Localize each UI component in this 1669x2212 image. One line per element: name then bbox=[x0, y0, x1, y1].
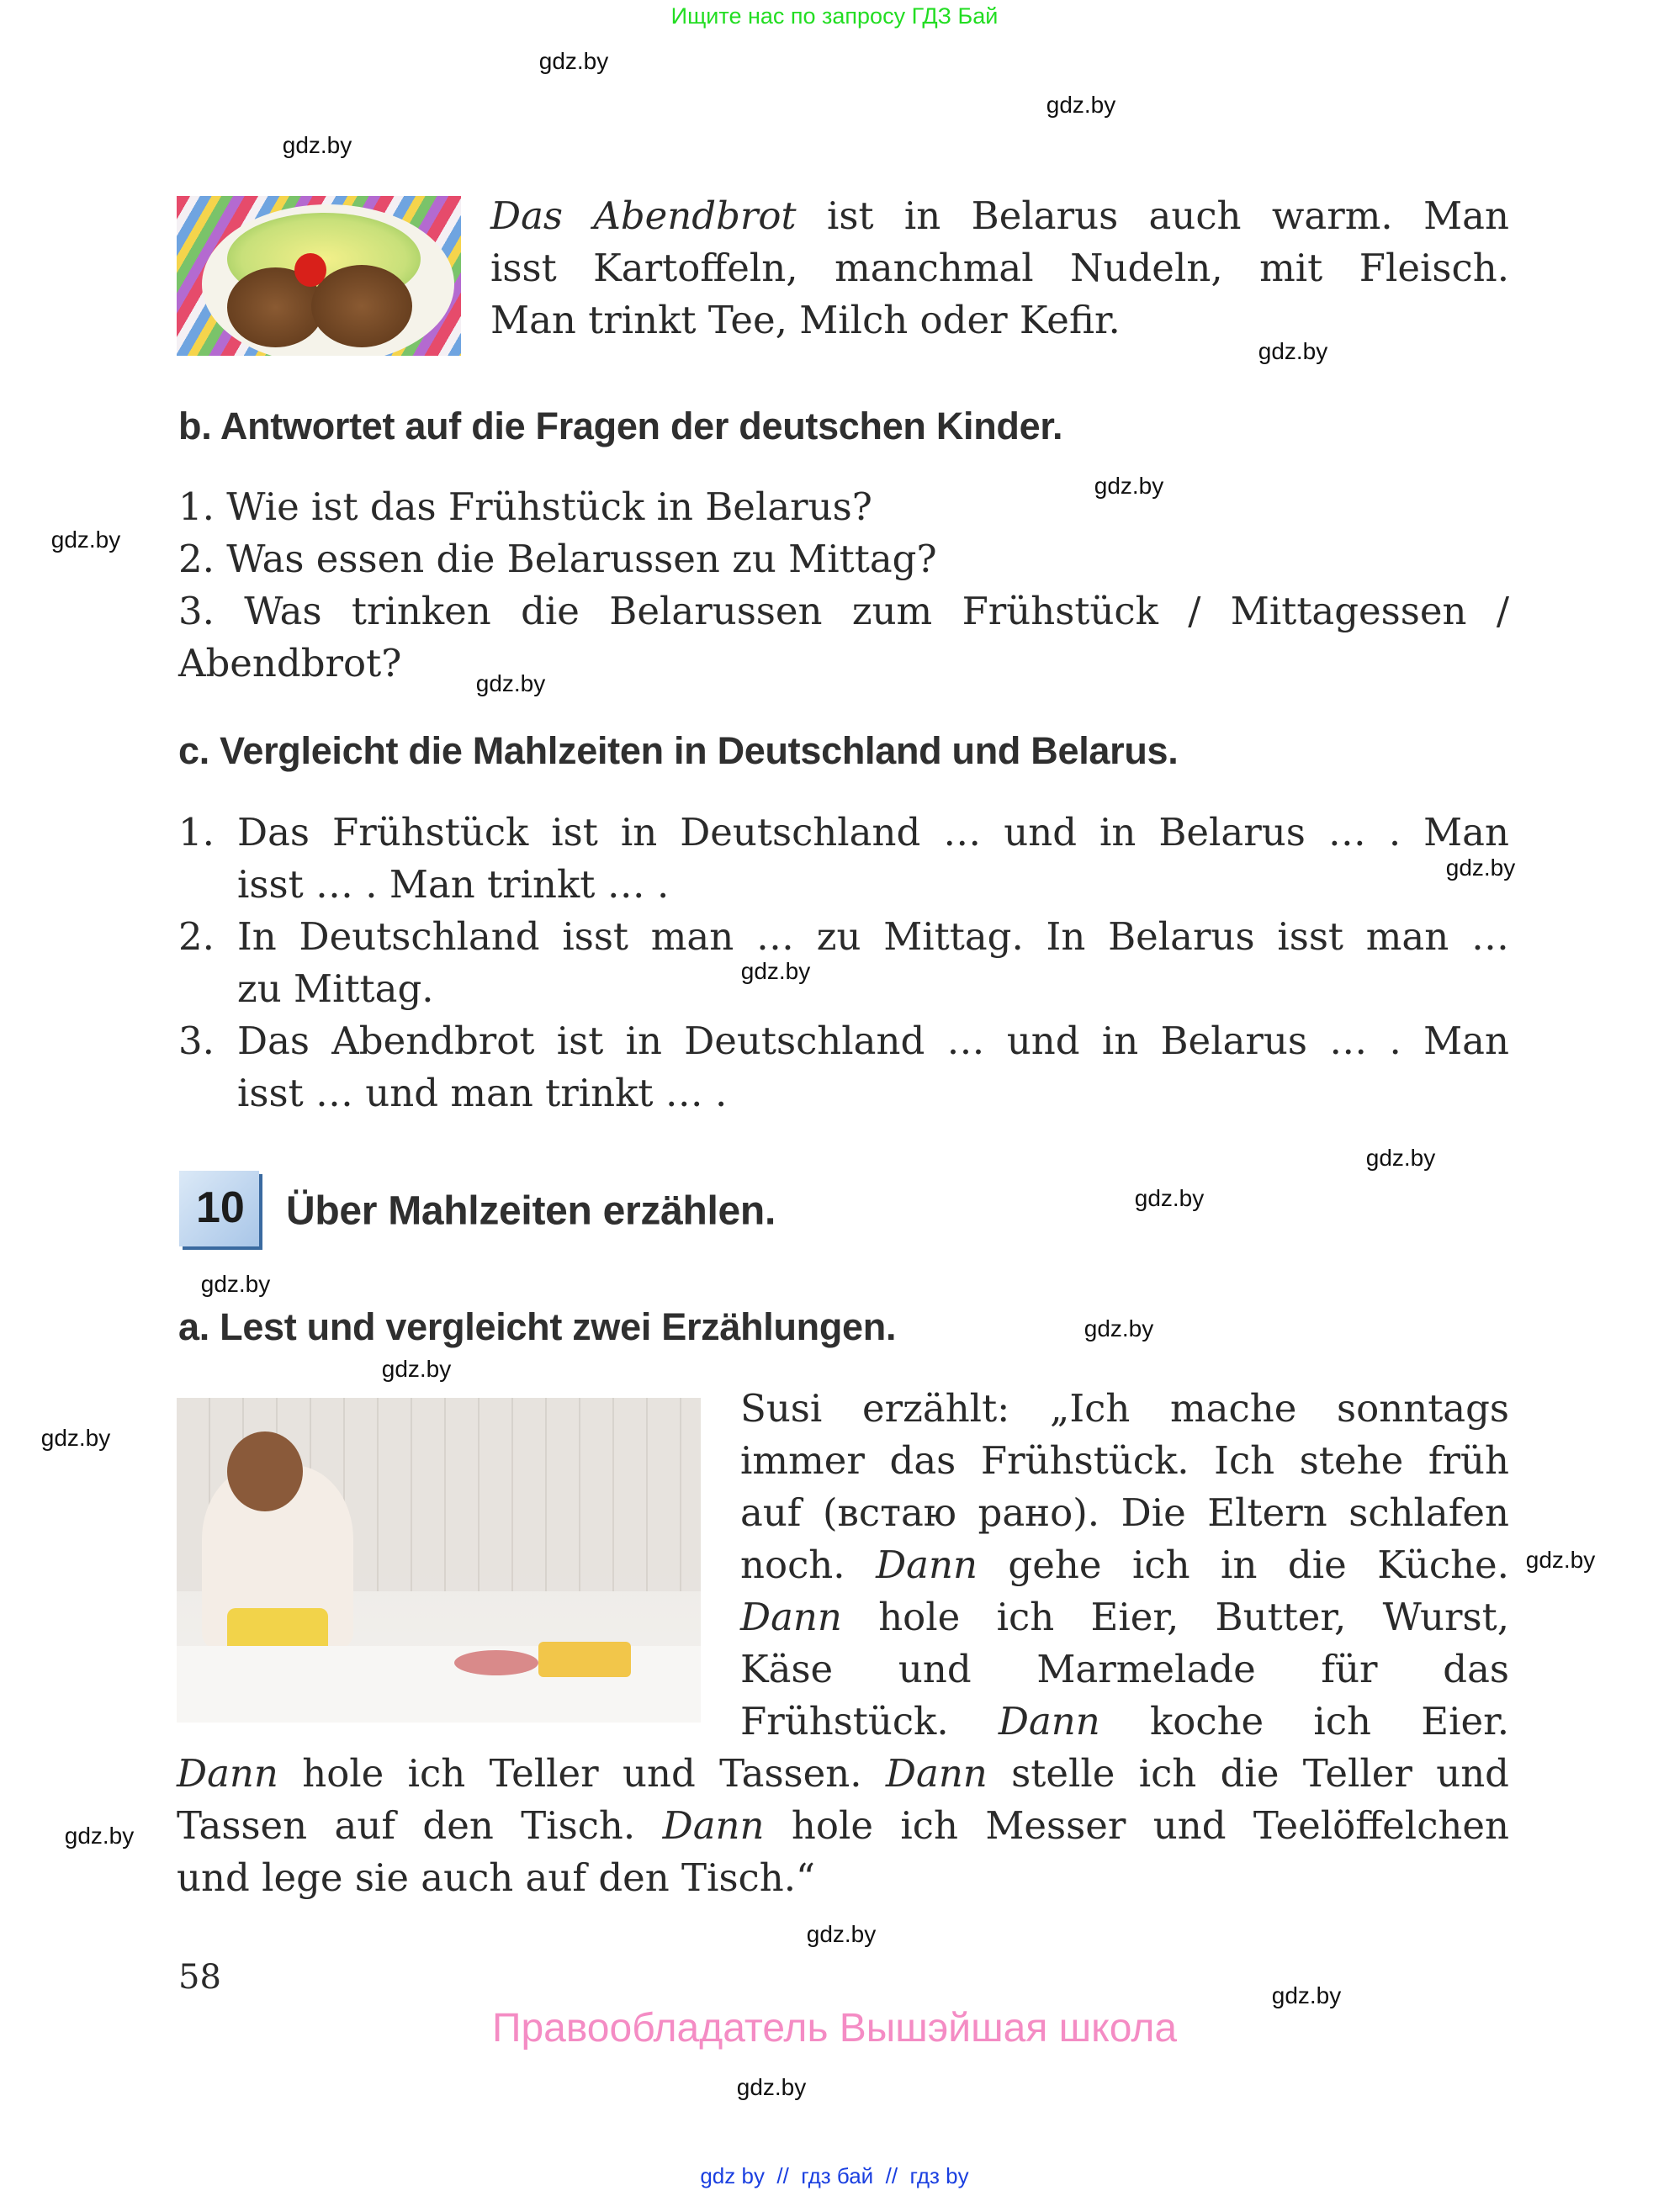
section-a-heading: a. Lest und vergleicht zwei Erzählungen. bbox=[178, 1305, 897, 1348]
text-segment: Abendbrot? bbox=[178, 641, 402, 685]
story-line bbox=[177, 1800, 1509, 1852]
copyright-notice: Правообладатель Вышэйшая школа bbox=[491, 2006, 1178, 2051]
story-line bbox=[740, 1383, 1509, 1435]
italic-word: Dann bbox=[662, 1803, 765, 1848]
watermark: gdz.by bbox=[538, 48, 609, 74]
item-number: 1. bbox=[178, 810, 215, 855]
text-segment: 3. Was trinken die Belarussen zum Frühstück / Mittagessen / bbox=[178, 589, 1509, 633]
text-segment: stelle ich die Teller und bbox=[987, 1751, 1509, 1796]
text-segment: Käse und Marmelade für das bbox=[740, 1647, 1509, 1691]
watermark: gdz.by bbox=[736, 2074, 807, 2100]
text-line bbox=[490, 294, 1509, 347]
story-line bbox=[740, 1696, 1509, 1748]
watermark: gdz.by bbox=[64, 1823, 135, 1849]
text-line: isst … und man trinkt … . bbox=[237, 1071, 728, 1115]
watermark: gdz.by bbox=[381, 1356, 452, 1382]
watermark: gdz.by bbox=[1046, 92, 1116, 118]
text-segment: 1. Wie ist das Frühstück in Belarus? bbox=[178, 484, 872, 529]
text-segment: hole ich Messer und Teelöffelchen bbox=[764, 1803, 1509, 1848]
text-segment: gehe ich in die Küche. bbox=[977, 1543, 1509, 1587]
watermark: gdz.by bbox=[1445, 855, 1516, 881]
text-line: Das Frühstück ist in Deutschland … und in Belarus … . Man bbox=[237, 810, 1509, 855]
exercise-number: 10 bbox=[196, 1183, 245, 1232]
text-segment: immer das Frühstück. Ich stehe früh bbox=[740, 1438, 1509, 1483]
italic-word: Dann bbox=[998, 1699, 1100, 1744]
section-b-questions bbox=[178, 481, 1509, 690]
text-segment: hole ich Eier, Butter, Wurst, bbox=[841, 1595, 1509, 1639]
text-segment: koche ich Eier. bbox=[1099, 1699, 1509, 1744]
italic-word: Dann bbox=[876, 1543, 978, 1587]
italic-word: Dann bbox=[740, 1595, 842, 1639]
text-line: Das Abendbrot ist in Deutschland … und in Belarus … . Man bbox=[237, 1019, 1509, 1063]
story-line bbox=[740, 1435, 1509, 1487]
text-segment: 2. Was essen die Belarussen zu Mittag? bbox=[178, 537, 937, 581]
item-number: 2. bbox=[178, 914, 215, 959]
italic-word: Dann bbox=[177, 1751, 278, 1796]
watermark: gdz.by bbox=[282, 132, 352, 158]
story-line bbox=[740, 1643, 1509, 1696]
text-segment: noch. bbox=[740, 1543, 877, 1587]
text-line: zu Mittag. bbox=[237, 966, 434, 1011]
watermark: gdz.by bbox=[475, 670, 546, 696]
watermark: gdz.by bbox=[50, 527, 121, 553]
italic-word: Das Abendbrot bbox=[490, 193, 797, 238]
text-segment: und lege sie auch auf den Tisch.“ bbox=[177, 1855, 816, 1900]
question-line bbox=[178, 638, 1509, 690]
text-segment: Tassen auf den Tisch. bbox=[177, 1803, 663, 1848]
text-line: isst … . Man trinkt … . bbox=[237, 862, 670, 907]
top-banner[interactable]: Ищите нас по запросу ГДЗ Бай bbox=[670, 3, 999, 29]
question-line bbox=[178, 585, 1509, 638]
story-line bbox=[740, 1539, 1509, 1591]
text-segment: ist in Belarus auch warm. Man bbox=[796, 193, 1509, 238]
italic-word: Dann bbox=[885, 1751, 988, 1796]
text-segment: Man trinkt Tee, Milch oder Kefir. bbox=[490, 298, 1121, 342]
story-line bbox=[740, 1591, 1509, 1643]
watermark: gdz.by bbox=[1525, 1547, 1596, 1573]
dinner-plate-image bbox=[177, 196, 461, 356]
story-line bbox=[177, 1748, 1509, 1800]
watermark: gdz.by bbox=[40, 1425, 111, 1451]
exercise-number-badge bbox=[179, 1171, 259, 1246]
story-line bbox=[740, 1487, 1509, 1539]
watermark: gdz.by bbox=[1134, 1185, 1205, 1211]
text-segment: Susi erzählt: „Ich mache sonntags bbox=[740, 1386, 1509, 1431]
watermark: gdz.by bbox=[1365, 1145, 1436, 1171]
text-segment: isst Kartoffeln, manchmal Nudeln, mit Fleisch. bbox=[490, 246, 1509, 290]
watermark: gdz.by bbox=[1258, 338, 1328, 364]
text-line bbox=[490, 242, 1509, 294]
text-line: In Deutschland isst man … zu Mittag. In Belarus isst man … bbox=[237, 914, 1509, 959]
text-segment: hole ich Teller und Tassen. bbox=[278, 1751, 886, 1796]
item-number: 3. bbox=[178, 1019, 215, 1063]
watermark: gdz.by bbox=[740, 958, 811, 984]
text-segment: Frühstück. bbox=[740, 1699, 999, 1744]
susi-story bbox=[177, 1383, 1509, 1904]
exercise-title: Über Mahlzeiten erzählen. bbox=[286, 1188, 776, 1234]
watermark: gdz.by bbox=[1094, 473, 1164, 499]
section-c-heading: c. Vergleicht die Mahlzeiten in Deutschland und Belarus. bbox=[178, 729, 1179, 772]
watermark: gdz.by bbox=[1271, 1982, 1342, 2008]
watermark: gdz.by bbox=[1084, 1315, 1154, 1341]
page-number: 58 bbox=[178, 1958, 221, 1997]
watermark: gdz.by bbox=[200, 1271, 271, 1297]
section-b-heading: b. Antwortet auf die Fragen der deutschen Kinder. bbox=[178, 405, 1063, 447]
question-line bbox=[178, 533, 1509, 585]
footer-links[interactable]: gdz by // гдз бай // гдз by bbox=[700, 2163, 969, 2188]
watermark: gdz.by bbox=[806, 1921, 877, 1947]
story-line bbox=[177, 1852, 1509, 1904]
question-line bbox=[178, 481, 1509, 533]
intro-paragraph bbox=[490, 190, 1509, 347]
text-segment: auf (встаю рано). Die Eltern schlafen bbox=[740, 1490, 1509, 1535]
text-line bbox=[490, 190, 1509, 242]
